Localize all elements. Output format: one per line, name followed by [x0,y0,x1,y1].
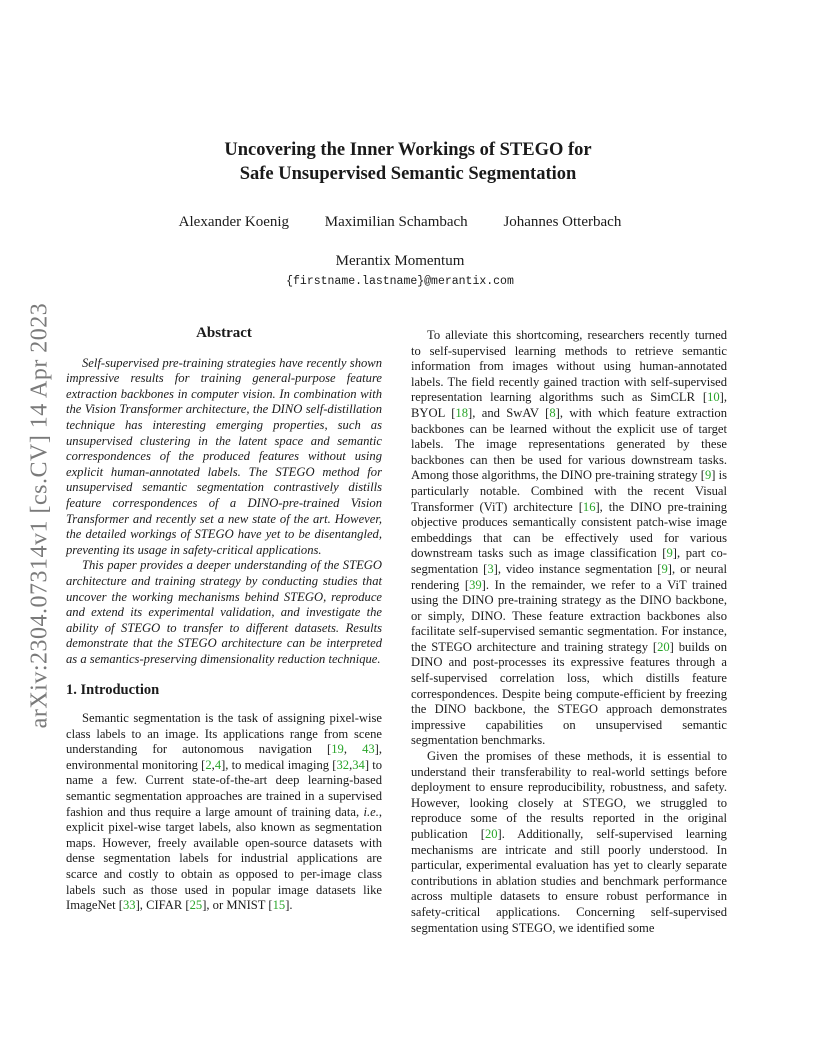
citation-link[interactable]: 20 [657,639,670,654]
citation-link[interactable]: 15 [272,898,286,913]
citation-link[interactable]: 10 [707,390,720,405]
intro-paragraph: Semantic segmentation is the task of assigning pixel-wise class labels to an image. Its applications range from scene understanding for autonomous navigation [19, 43], environmental monitoring [2,4], to medical imaging [32,34] to name a few. Current state-of-the-art deep learning-based semantic segmentation approaches are trained in a supervised fashion and thus require a large amount of training data, i.e., explicit pixel-wise target labels, also known as segmentation maps. However, freely available open-source datasets with dense segmentation labels for industrial applications are scarce and costly to obtain as opposed to per-image class labels such as those used in popular image datasets like ImageNet [33], CIFAR [25], or MNIST [15]. [66,711,383,913]
title-line-2: Safe Unsupervised Semantic Segmentation [239,164,577,184]
citation-link[interactable]: 39 [469,577,482,592]
citation-link[interactable]: 3 [487,561,494,576]
citation-link[interactable]: 16 [582,499,596,514]
author-list [0,214,800,231]
citation-link[interactable]: 8 [549,405,556,420]
citation-link[interactable]: 2 [205,757,212,772]
citation-link[interactable]: 33 [123,898,136,913]
arxiv-identifier-text: arXiv:2304.07314v1 [cs.CV] 14 Apr 2023 [26,302,53,728]
section-heading-introduction: 1. Introduction [66,682,160,699]
citation-link[interactable]: 18 [455,405,468,420]
paper-title [0,138,816,186]
citation-link[interactable]: 9 [661,561,668,576]
abstract-paragraph: This paper provides a deeper understanding of the STEGO architecture and training strategy by conducting studies that uncover the working mechanisms behind STEGO, reproduce and extend its experimental validation, and investigate the ability of STEGO to transfer to different datasets. Results demonstrate that the STEGO architecture can be interpreted as a semantics-preserving dimensionality reduction technique. [66,558,382,666]
citation-link[interactable]: 43 [362,742,375,757]
author-name: Johannes Otterbach [503,214,622,230]
author-name: Maximilian Schambach [324,214,468,230]
author-email: {firstname.lastname}@merantix.com [286,275,514,288]
arxiv-identifier [20,280,60,750]
affiliation: Merantix Momentum [335,253,465,269]
citation-link[interactable]: 4 [214,757,222,772]
right-column [411,328,727,936]
citation-link[interactable]: 25 [189,898,203,913]
citation-link[interactable]: 20 [484,827,498,841]
body-paragraph: To alleviate this shortcoming, researchers recently turned to self-supervised learning methods to retrieve semantic information from images without using human-annotated labels. The field recently gained traction with self-supervised representation learning algorithms such as SimCLR [10], BYOL [18], and SwAV [8], with which feature extraction backbones can be learned without the explicit use of target labels. The image representations generated by these backbones can then be used for various downstream tasks. Among those algorithms, the DINO pre-training strategy [9] is particularly notable. Combined with the recent Visual Transformer (ViT) architecture [16], the DINO pre-training objective produces semantically consistent patch-wise image embeddings that can be effectively used for various downstream tasks such as image classification [9], part co-segmentation [3], video instance segmentation [9], or neural rendering [39]. In the remainder, we refer to a ViT trained using the DINO pre-training strategy as the DINO backbone, or simply, DINO. These feature extraction backbones also facilitate self-supervised semantic segmentation. For instance, the STEGO architecture and training strategy [20] builds on DINO and post-processes its expressive features through a self-supervised correlation loss, which distills feature correspondences. Despite being compute-efficient by freezing the DINO backbone, the STEGO approach demonstrates impressive capabilities on unsupervised semantic segmentation benchmarks. [411,328,728,748]
citation-link[interactable]: 34 [352,757,365,772]
citation-link[interactable]: 9 [666,546,673,561]
title-line-1: Uncovering the Inner Workings of STEGO for [224,140,592,160]
citation-link[interactable]: 9 [704,468,712,483]
citation-link[interactable]: 19 [331,742,344,757]
left-column [66,326,382,914]
citation-link[interactable]: 32 [336,757,350,772]
body-paragraph: Given the promises of these methods, it is essential to understand their transferability to real-world settings before deployment to ensure reproducibility, robustness, and safety. However, looking closely at STEGO, we struggled to reproduce some of the results reported in the original publication [20]. Additionally, self-supervised learning mechanisms are intricate and still poorly understood. In particular, experimental evaluation has yet to clearly separate contributions in ablation studies and benchmark performance across multiple datasets to ensure robust performance in safety-critical applications. Concerning self-supervised segmentation using STEGO, we identified some [411,749,727,935]
author-name: Alexander Koenig [178,214,290,230]
abstract-heading: Abstract [196,325,252,341]
abstract-paragraph: Self-supervised pre-training strategies have recently shown impressive results for training general-purpose feature extraction backbones in computer vision. In combination with the Vision Transformer architecture, the DINO self-distillation technique has interesting emerging properties, such as unsupervised clustering in the latent space and semantic correspondences of the produced features without using explicit human-annotated labels. The STEGO method for unsupervised semantic segmentation contrastively distills feature correspondences of a DINO-pre-trained Vision Transformer and recently set a new state of the art. However, the detailed workings of STEGO have yet to be disentangled, preventing its usage in safety-critical applications. [66,355,382,557]
